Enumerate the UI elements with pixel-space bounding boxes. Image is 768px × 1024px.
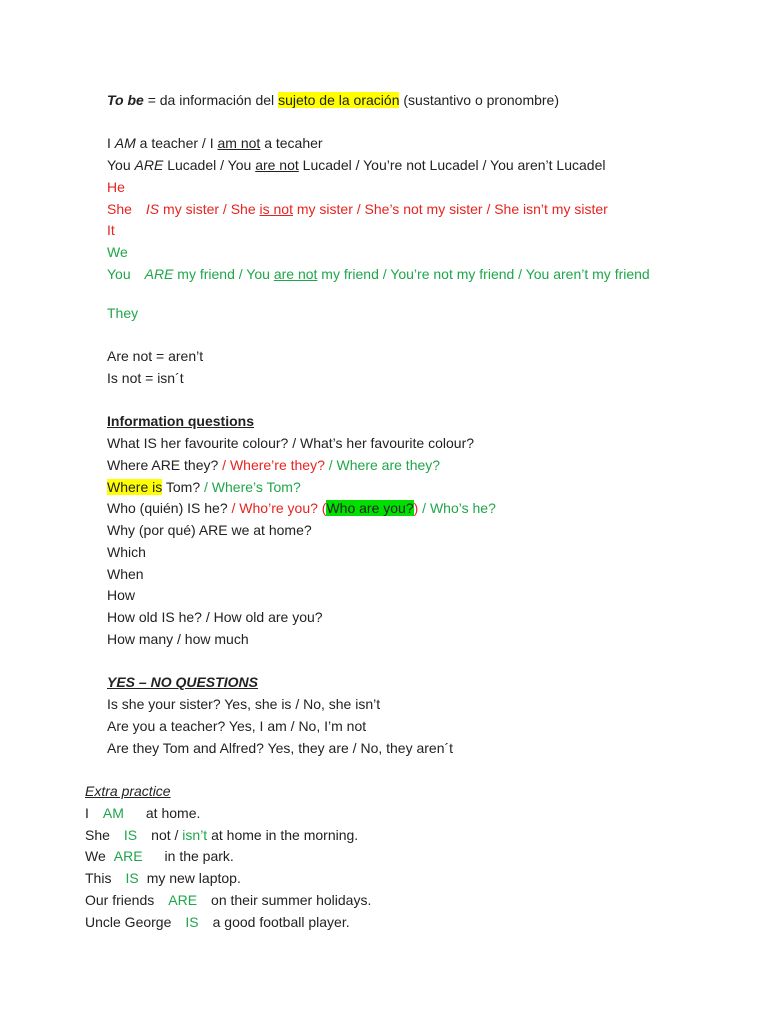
intro-rest: (sustantivo o pronombre) — [399, 92, 560, 108]
practice-subject: This — [85, 870, 112, 886]
paren: ( — [321, 500, 327, 516]
conj-text: my sister / She’s not my sister / She isn’t my sister — [292, 201, 608, 217]
conj-negative: am not — [217, 135, 261, 151]
yes-no-question: Are they Tom and Alfred? Yes, they are / No, they aren´t — [107, 740, 454, 756]
intro-line — [107, 91, 559, 109]
contraction-is-not: Is not = isn´t — [107, 370, 184, 386]
conj-they: They — [107, 305, 139, 321]
info-question: How many / how much — [107, 631, 249, 647]
conj-i — [107, 134, 323, 152]
conj-verb: ARE — [134, 157, 164, 173]
question-text: Where ARE they? — [107, 457, 219, 473]
practice-text: a good football player. — [212, 914, 350, 930]
conj-text: my sister / She — [159, 201, 260, 217]
question-highlight: Who are you? — [326, 500, 414, 516]
conj-it: It — [107, 222, 115, 238]
practice-answer: IS — [125, 870, 139, 886]
question-variant: / Who’s he? — [418, 500, 496, 516]
question-highlight: Where is — [107, 479, 163, 495]
info-question: When — [107, 566, 144, 582]
practice-answer: isn’t — [182, 827, 208, 843]
yes-no-question: Are you a teacher? Yes, I am / No, I’m not — [107, 718, 367, 734]
question-variant: / Who’re you? — [227, 500, 322, 516]
info-question — [107, 499, 496, 517]
conj-subj: I — [107, 135, 115, 151]
conj-subj: She — [107, 201, 132, 217]
conj-she — [107, 200, 608, 218]
extra-practice-heading: Extra practice — [85, 783, 171, 799]
question-text: Who (quién) IS he? — [107, 500, 228, 516]
yes-no-question: Is she your sister? Yes, she is / No, she isn’t — [107, 696, 381, 712]
info-question: What IS her favourite colour? / What’s her favourite colour? — [107, 435, 475, 451]
practice-row — [85, 847, 234, 865]
yes-no-heading: YES – NO QUESTIONS — [107, 674, 258, 690]
conj-negative: are not — [273, 266, 318, 282]
conj-text: Lucadel / You’re not Lucadel / You aren’t Lucadel — [298, 157, 606, 173]
practice-row — [85, 913, 350, 931]
intro-term: To be — [107, 92, 144, 108]
practice-row — [85, 804, 200, 822]
question-text: Tom? — [162, 479, 201, 495]
practice-row — [85, 826, 358, 844]
practice-subject: We — [85, 848, 106, 864]
practice-answer: ARE — [113, 848, 143, 864]
conj-verb: AM — [114, 135, 136, 151]
practice-text: in the park. — [164, 848, 234, 864]
practice-text: not / — [151, 827, 183, 843]
paren: ) — [413, 500, 419, 516]
practice-text: at home in the morning. — [207, 827, 359, 843]
conj-you-plural — [107, 265, 667, 283]
practice-answer: IS — [185, 914, 199, 930]
conj-text: my friend / You’re not my friend / You aren’t my friend — [317, 266, 650, 282]
question-variant: / Where’re they? — [218, 457, 325, 473]
info-question — [107, 456, 440, 474]
practice-row — [85, 869, 241, 887]
info-question: How — [107, 587, 136, 603]
info-questions-heading: Information questions — [107, 413, 254, 429]
conj-subj: You — [107, 266, 131, 282]
practice-subject: Uncle George — [85, 914, 172, 930]
intro-eq: = da información del — [143, 92, 279, 108]
conj-subj: You — [107, 157, 135, 173]
practice-answer: IS — [123, 827, 138, 843]
practice-subject: She — [85, 827, 110, 843]
conj-negative: is not — [259, 201, 293, 217]
conj-verb: ARE — [144, 266, 174, 282]
practice-subject: I — [85, 805, 89, 821]
conj-you — [107, 156, 605, 174]
practice-subject: Our friends — [85, 892, 155, 908]
question-variant: / Where’s Tom? — [200, 479, 301, 495]
intro-highlight: sujeto de la oración — [278, 92, 400, 108]
practice-text: at home. — [145, 805, 201, 821]
practice-answer: AM — [102, 805, 124, 821]
conj-verb: IS — [145, 201, 160, 217]
practice-answer: ARE — [168, 892, 198, 908]
info-question: Why (por qué) ARE we at home? — [107, 522, 312, 538]
conj-text: my friend / You — [173, 266, 274, 282]
practice-text: my new laptop. — [146, 870, 241, 886]
conj-text: a tecaher — [260, 135, 323, 151]
info-question — [107, 478, 301, 496]
conj-we: We — [107, 244, 128, 260]
conj-negative: are not — [255, 157, 299, 173]
contraction-are-not: Are not = aren’t — [107, 348, 204, 364]
conj-text: a teacher / I — [135, 135, 218, 151]
practice-row — [85, 891, 371, 909]
conj-he: He — [107, 179, 125, 195]
conj-text: Lucadel / You — [163, 157, 256, 173]
question-variant: / Where are they? — [324, 457, 441, 473]
info-question: Which — [107, 544, 146, 560]
practice-text: on their summer holidays. — [211, 892, 372, 908]
info-question: How old IS he? / How old are you? — [107, 609, 323, 625]
